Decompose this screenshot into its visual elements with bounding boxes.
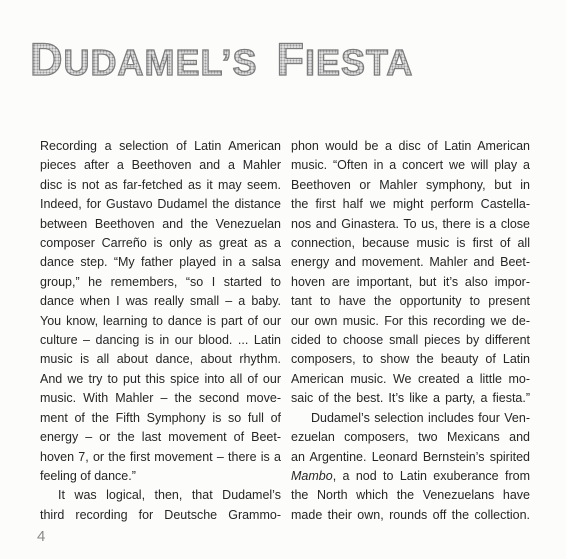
body-text-line: You know, learning to dance is part of our [40,313,281,328]
body-text-line [291,467,530,486]
body-text-line: American music. We created a little mo- [291,371,530,386]
body-text-line: Dudamel’s selection includes four Ven- [311,410,530,425]
body-text-line: tant to have the opportunity to present [291,294,530,309]
title-word: FIESTA [277,35,414,88]
page-title [30,35,413,88]
body-text-line: the North which the Venezuelans have [291,488,530,503]
body-text-line: between Beethoven and the Venezuelan [40,216,281,231]
body-text-line: hoven 7, or the first movement – there is a [40,449,281,464]
italic-title-mambo: Mambo [291,468,333,483]
body-text-line: an Argentine. Leonard Bernstein’s spirited [291,449,530,464]
body-text-line: pieces after a Beethoven and a Mahler [40,158,281,173]
body-text-line: cided to choose small pieces by different [291,333,530,348]
body-text-line: Recording a selection of Latin American [40,139,281,153]
body-text-line: made their own, rounds off the collection. [291,507,530,522]
body-text-line: culture – dancing is in our blood. ... Latin [40,333,281,348]
page-number: 4 [37,528,46,545]
body-text-line: composer Carreño is only as great as a [40,236,281,251]
body-text-line: music. With Mahler – the second move- [40,391,281,406]
body-text-line: It was logical, then, that Dudamel’s [58,488,281,503]
body-text-line: third recording for Deutsche Grammo- [40,507,281,522]
body-text-line: music is all about dance, about rhythm. [40,352,281,367]
body-text-line: disc is not as far-fetched as it may seem. [40,177,281,192]
body-text-line: feeling of dance.” [40,468,136,483]
body-text-line: energy – or the last movement of Beet- [40,430,281,445]
body-text-line: our own music. For this recording we de- [291,313,530,328]
body-text-line: the first half we might perform Castella- [291,197,530,212]
body-text-line: connection, because music is first of all [291,236,530,251]
body-text-line: dance when I was really small – a baby. [40,294,281,309]
body-text-line: energy and movement. Mahler and Beet- [291,255,530,270]
body-text-line: Beethoven or Mahler symphony, but in [291,177,530,192]
body-text-line: hoven are important, but it’s also impor- [291,274,530,289]
body-text-line: composers, to show the beauty of Latin [291,352,530,367]
text-column-left [40,137,281,525]
body-text-line: ezuelan composers, two Mexicans and [291,430,530,445]
body-text-fragment: , a nod to Latin exuberance from [332,468,530,483]
body-text-line: ment of the Fifth Symphony is so full of [40,410,281,425]
body-text-line: dance step. “My father played in a salsa [40,255,281,270]
text-column-right [291,137,530,525]
body-text-line: Indeed, for Gustavo Dudamel the distance [40,197,281,212]
body-text-line: music. “Often in a concert we will play a [291,158,530,173]
body-text-line: group,” he remembers, “so I started to [40,274,281,289]
title-word: DUDAMEL’S [30,35,258,88]
body-text-line: phon would be a disc of Latin American [291,139,530,153]
body-text-line: saic of the best. It’s like a party, a fiesta.” [291,391,530,406]
body-text-line: nos and Ginastera. To us, there is a close [291,216,530,231]
body-text-line: And we try to put this spice into all of our [40,371,281,386]
